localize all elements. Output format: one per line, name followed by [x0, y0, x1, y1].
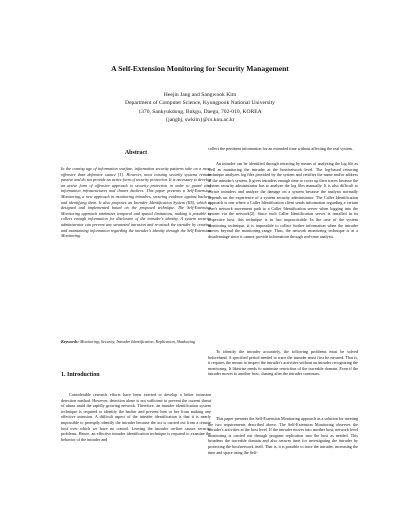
author-names: Heejin Jang and Sangwook Kim — [163, 92, 237, 98]
right-paragraph-4: This paper presents the Self-Extension Monitoring approach as a solution for meeting the two requirements described above. The Self-Extension Monitoring observes the intruder's activities at the host level. If the intruder moves into another host, network level monitoring is carried out through program replication into the host as needed. This broadens the traceable domain and also secures time for investigating the intruder by protecting the host/network itself. That is, it is possible to trace the intruder, increasing the time and space using the Self- — [208, 416, 359, 455]
right-paragraph-1: collect the pertinent information for an extended time without affecting the real system. — [208, 146, 353, 151]
right-paragraph-3: To identify the intruder accurately, the following problems must be solved beforehand. A specified period needed to trace the intruder must first be ensured. That is, it requires the means to inspect the intruder's activities without an intruder recognizing the monitoring. It likewise needs to minimize restriction of the traceable domain. Even if the intruder moves to another host, chasing after the intruder continues. — [208, 349, 358, 377]
abstract-heading: Abstract — [124, 150, 148, 156]
abstract-body: In the coming age of information warfare, information security patterns take on a more offensive than defensive stance [1]. However, most existing security systems remain passive and do not provide an active form of security protection. It is necessary to develop an active form of offensive approach to security protection in order to guard vital information infrastructures and thwart hackers. This paper presents a Self-Extension Monitoring, a new approach in monitoring intruders, securing evidence against hackers and identifying them. It also proposes an Intruder Identification System (IIS), which is designed and implemented based on the proposed technique. The Self-Extension Monitoring approach minimizes temporal and spatial limitations, making it possible to collect enough information for disclosure of the intruder's identity. A system security administrator can prevent any unwanted intrusion and re-attack the intruder by creating and maintaining information regarding the intruder's identity through the Self-Extension Monitoring. — [61, 166, 211, 239]
author-department: Department of Computer Science, Kyungpook National University — [125, 100, 275, 107]
author-block — [0, 91, 400, 125]
keywords-label: Keywords: — [61, 339, 79, 344]
introduction-paragraph-1: Considerable research efforts have been exerted to develop a better intrusion detection method. However, detection alone is not sufficient to prevent the current threat of abuse amid the rapidly growing network. Therefore, an intruder identification system technique is required to identify the hacker and prevent him or her from making any effective intrusion. A difficult aspect of the intruder identification is that it is nearly impossible to promptly identify the intruder because the act is carried out from a remote host over which we have no control. Leaving the intruder on-line causes security problems. Hence, an effective intruder identification technique is required to examine the behavior of the intruder and — [61, 392, 211, 442]
author-address: 1370, Sankyukdong, Bukgu, Daegu, 702-010, KOREA — [138, 108, 262, 115]
paper-title: A Self-Extension Monitoring for Security Management — [111, 64, 289, 73]
introduction-heading: 1. Introduction — [61, 372, 100, 378]
author-email: {janghj, swkim}@cs.knu.ac.kr — [165, 117, 235, 124]
keywords-line — [61, 339, 211, 345]
keywords-text: Monitoring, Security, Intruder Identification, Replication, Shadowing — [80, 339, 196, 344]
right-paragraph-2: An intruder can be identified through retracing by means of analyzing the log file as well as monitoring the intruder at the host/network level. The log-based retracing technique analyzes log files provided by the system and certifies the name and/or address of the intruder's system. It gives intruders enough time to cover up their traces because the system security administrator has to analyze the log files manually. It is also difficult to retrace intruders and analyze the damage on a system because the analysis normally depends on the experience of a system security administrator. The Caller Identification approach is one where a Caller Identification client sends information regarding a certain user's network movement path to a Caller Identification server when logging into the system via the network[2]. Since each Caller Identification server is installed in its respective host, this technique is in fact impracticable. In the case of the system monitoring technique, it is impossible to collect further information when the intruder moves beyond the monitoring range. Thus, the network monitoring technique is at a disadvantage since it cannot provide information through real-time analysis. — [208, 161, 358, 239]
